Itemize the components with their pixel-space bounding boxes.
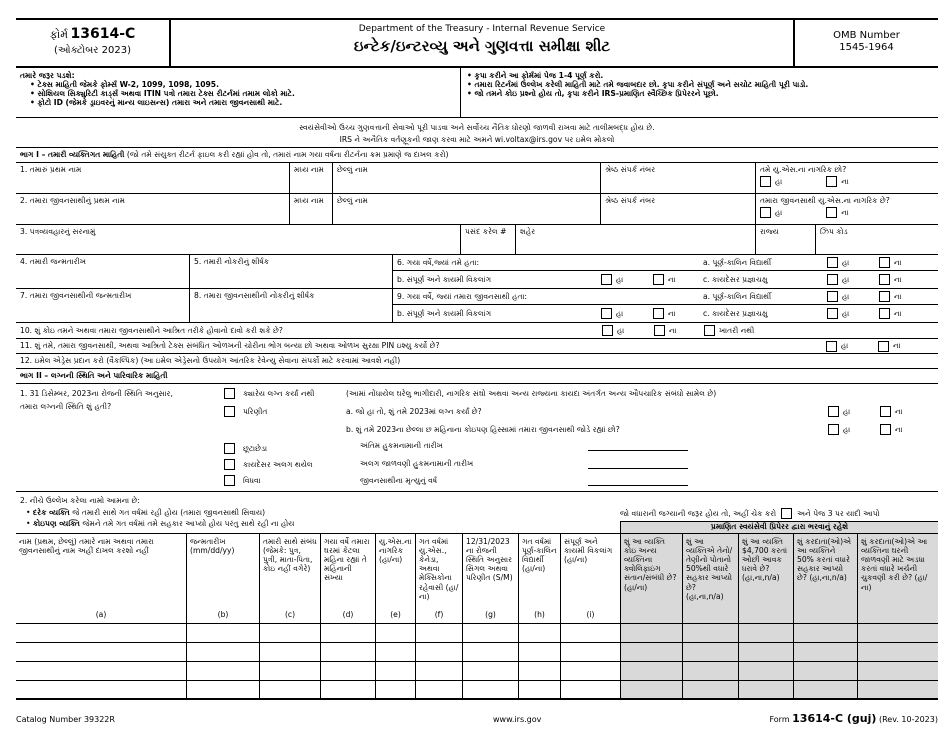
header-text: શું આ વ્યક્તિ કોઇ અન્ય વ્યક્તિના ક્વોલિફાઇંગ સંતાન/સંબંધી છે? (હા/ના)	[624, 537, 677, 592]
q4-label: 4. તમારી જન્મતારીખ	[20, 257, 87, 266]
mi-label: મધ્ય નામ	[294, 165, 324, 174]
q6-label: 6. ગયા વર્ષે,જ્યાં તમે હતા:	[397, 257, 480, 267]
form-title-box	[171, 20, 793, 66]
phone-label: શ્રેષ્ઠ સંપર્ક નંબર	[605, 196, 656, 205]
never-married-checkbox[interactable]	[224, 388, 235, 399]
yes-label: હા	[775, 177, 783, 187]
shaded-section-title: પ્રમાણિત સ્વયંસેવી પ્રિપેરર દ્વારા ભરવાનું રહેશે	[620, 521, 938, 533]
married-2023-yes-checkbox[interactable]	[828, 406, 839, 417]
cell[interactable]	[259, 624, 320, 642]
spouse-dob-field[interactable]	[16, 289, 189, 322]
cell[interactable]	[462, 624, 518, 642]
cell[interactable]	[186, 643, 259, 661]
zip-field[interactable]	[815, 225, 938, 254]
cell[interactable]	[620, 624, 682, 642]
last-name-label: છેલ્લું નામ	[337, 165, 368, 174]
requirements-left	[16, 68, 460, 117]
separated-checkbox[interactable]	[224, 459, 235, 470]
blind-no-checkbox[interactable]	[879, 274, 890, 285]
spouse-phone-field[interactable]	[600, 194, 755, 224]
yes-label: હા	[841, 341, 849, 351]
cell[interactable]	[259, 643, 320, 661]
column-header-months	[320, 534, 375, 623]
no-label: ના	[894, 291, 902, 301]
notice-line1: સ્વયંસેવીઓ ઉચ્ચ ગુણવત્તાની સેવાઓ પૂરી પાડવા અને સર્વોચ્ચ નૈતિક ધોરણો જાળવી રાખવા માટે તાલીમબદ્ધ હોય છે.	[299, 123, 655, 132]
student-label: a. પૂર્ણ-કાલિન વિદ્યાર્થી	[703, 291, 772, 301]
column-header-income	[738, 534, 793, 623]
requirement-item: • ટેક્સ માહિતી જેમકે ફોર્મ્સ W-2, 1099, 1098, 1095.	[30, 80, 456, 89]
dependents-table	[16, 533, 938, 700]
yes-label: હા	[616, 274, 624, 284]
row-q7-q9	[16, 289, 938, 323]
part2-heading	[16, 369, 938, 384]
column-letter: (c)	[284, 609, 296, 619]
married-label: પરિણીત	[243, 406, 268, 416]
cell[interactable]	[518, 643, 560, 661]
cell[interactable]	[560, 643, 620, 661]
column-header-relationship	[259, 534, 320, 623]
requirements-right	[460, 68, 938, 117]
anyone-rest: જેમને તમે ગત વર્ષમાં તમે સહકાર આપ્યો હોય પરંતુ સાથે રહી ના હોય	[82, 519, 295, 528]
cell[interactable]	[320, 681, 375, 698]
no-label: ના	[668, 308, 676, 318]
form-header	[16, 18, 938, 68]
yes-label: હા	[616, 308, 624, 318]
header-text: 12/31/2023 ના રોજની સ્થિતિ અનુસાર સિંગલ અથવા પરિણીત (S/M)	[466, 537, 513, 583]
disabled-label: b. સંપૂર્ણ અને કાયમી વિકલાંગ	[397, 308, 492, 318]
notice-line2: IRS ને અનૈતિક વર્તણૂકની જાણ કરવા માટે અમને wi.voltax@irs.gov પર ઇમેલ મોકલો	[339, 135, 615, 145]
cell[interactable]	[738, 643, 793, 661]
apt-label: પસંદ કરેલ #	[465, 227, 507, 236]
spouse-student-no-checkbox[interactable]	[879, 291, 890, 302]
anyone-label: કોઇપણ વ્યક્તિ	[32, 519, 80, 528]
zip-label: ઝિપ કોડ	[820, 227, 848, 236]
cell[interactable]	[259, 681, 320, 698]
divorced-label: છૂટાછેડા	[243, 443, 268, 453]
yes-label: હા	[842, 257, 850, 267]
column-letter: (e)	[390, 609, 401, 619]
form-prefix: Form	[769, 715, 790, 724]
q12-label: 12. ઇમેલ એડ્રેસ પ્રદાન કરો (વૈકલ્પિક) (આ ઇમેલ એડ્રેસનો ઉપયોગ આંતરિક રેવેન્યુ સેવાના સંપર્કો માટે કરવામાં આવશે નહીં)	[20, 356, 401, 366]
header-text: શું કરદાતા(ઓ)એ આ વ્યક્તિને 50% કરતાં વધારે સહકાર આપ્યો છે? (હા,ના,n/a)	[797, 537, 852, 583]
no-label: ના	[668, 274, 676, 284]
cell[interactable]	[375, 643, 415, 661]
spouse-student-yes-checkbox[interactable]	[827, 291, 838, 302]
cell[interactable]	[415, 643, 462, 661]
yes-label: હા	[842, 291, 850, 301]
cell[interactable]	[462, 681, 518, 698]
mi-label: મધ્ય નામ	[294, 196, 324, 205]
cell[interactable]	[415, 662, 462, 680]
married-b-label: b. શું તમે 2023ના છેલ્લા છ મહિનાના કોઇપણ હિસ્સામાં તમારા જીવનસાથી જોડે રહ્યાં છો?	[346, 425, 620, 434]
citizen-question	[755, 163, 938, 193]
widowed-label: વિધવા	[243, 475, 261, 485]
state-field[interactable]	[755, 225, 815, 254]
header-text: નામ (પ્રથમ, છેલ્લું) તમારે નામ અથવા તમારા જીવનસાથીનું નામ અહીં દાખલ કરશો નહીં	[19, 537, 154, 556]
spouse-citizen-label: તમારા જીવનસાથી યુ.એસ.ના નાગરિક છે?	[760, 196, 890, 205]
lived-with-spouse-no-checkbox[interactable]	[880, 424, 891, 435]
department: Department of the Treasury - Internal Revenue Service	[358, 24, 606, 34]
cell[interactable]	[518, 624, 560, 642]
catalog-number: Catalog Number 39322R	[16, 715, 115, 724]
citizen-yes-checkbox[interactable]	[760, 176, 771, 187]
q8-label: 8. તમારા જીવનસાથીની નોકરીનું શીર્ષક	[194, 291, 315, 300]
cell[interactable]	[682, 643, 738, 661]
column-header-household-cost	[857, 534, 938, 623]
separation-date-label: અલગ જાળવણી હુકમનામાની તારીખ	[360, 459, 474, 468]
form-id-box	[16, 20, 171, 66]
spouse-first-name-field[interactable]	[16, 194, 289, 224]
more-space-b-label: અને પેજ 3 પર યાદી આપો	[797, 508, 880, 518]
cell[interactable]	[462, 643, 518, 661]
instruction-item: • તમારા રિટર્નમાં ઉલ્લેખ કરેલી માહિતી માટે તમે જવાબદાર છો. કૃપા કરીને સંપૂર્ણ અને સચોટ માહિતી પૂરી પાડો.	[467, 80, 934, 89]
header-text: સંપૂર્ણ અને કાયમી વિકલાંગ (હા/ના)	[564, 537, 613, 565]
cell[interactable]	[518, 681, 560, 698]
q6-block	[392, 255, 938, 288]
divorced-checkbox[interactable]	[224, 443, 235, 454]
cell[interactable]	[320, 624, 375, 642]
table-row	[16, 643, 938, 662]
student-no-checkbox[interactable]	[879, 257, 890, 268]
cell[interactable]	[793, 624, 857, 642]
part2-title: ભાગ II – લગ્નની સ્થિતિ અને પારિવારિક માહિતી	[20, 371, 168, 381]
last-name-label: છેલ્લું નામ	[337, 196, 368, 205]
everyone-rest: જે તમારી સાથે ગત વર્ષમાં રહી હોય (તમારા જીવનસાથી સિવાય)	[72, 508, 266, 517]
more-space-label: જો વધારાની જગ્યાની જરૂર હોય તો, અહીં ચેક કરો	[620, 508, 777, 518]
cell[interactable]	[857, 681, 938, 698]
form-number: 13614-C	[70, 26, 136, 42]
cell[interactable]	[462, 662, 518, 680]
cell[interactable]	[16, 624, 186, 642]
divorce-date-label: અંતિમ હુકમનામાની તારીખ	[360, 441, 443, 450]
phone-field[interactable]	[600, 163, 755, 193]
column-header-dob	[186, 534, 259, 623]
spouse-death-year-field[interactable]	[588, 485, 688, 486]
footer-form-number: 13614-C (guj)	[792, 712, 877, 725]
yes-label: હા	[842, 274, 850, 284]
part1-note: (જો તમે સંયુક્ત રીટર્ન ફાઇલ કરી રહ્યાં હોવ તો, તમારાં નામ ગયા વર્ષના રીટર્નના ક્રમ પ્રમાણે જ દાખલ કરો)	[126, 150, 449, 160]
column-letter: (d)	[342, 609, 354, 619]
yes-label: હા	[843, 424, 851, 434]
yes-label: હા	[842, 308, 850, 318]
requirement-item: • સોશિયલ સિક્યુરિટી કાર્ડ્સ અથવા ITIN પત્રો તમારા ટેક્સ રીટર્નમાં તમામ લોકો માટે.	[30, 89, 456, 98]
row-q10	[16, 323, 938, 339]
header-text: યુ.એસ.ના નાગરિક (હા/ના)	[379, 537, 412, 565]
header-text: જન્મતારીખ (mm/dd/yy)	[190, 537, 235, 556]
cell[interactable]	[793, 681, 857, 698]
email-field[interactable]	[16, 354, 938, 369]
cell[interactable]	[375, 624, 415, 642]
spouse-death-year-label: જીવનસાથીના મૃત્યુનું વર્ષ	[360, 476, 438, 485]
footer-form-id	[769, 712, 938, 725]
header-text: ગત વર્ષમાં પૂર્ણ-કાલિન વિદ્યાર્થી (હા/ના)	[522, 537, 557, 574]
household-intro: 2. નીચે ઉલ્લેખ કરેલા નામો આમના છે: • દરેક વ્યક્તિ જે તમારી સાથે ગત વર્ષમાં રહી હોય (તમારા જીવનસાથી સિવાય) • કોઇપણ વ્યક્તિ જેમને તમે ગત વર્ષમાં તમે સહકાર આપ્યો હોય પરંતુ સાથે રહી ના હોય જો વધારાની જગ્યાની જરૂર હોય તો, અહીં ચેક કરો અને પેજ 3 પર યાદી આપો પ્રમાણિત સ્વયંસેવી પ્રિપેરર દ્વારા ભરવાનું રહેશે	[16, 492, 938, 533]
form-footer	[16, 712, 938, 725]
footer-revision: (Rev. 10-2023)	[878, 715, 938, 724]
instructions-list	[465, 71, 934, 98]
q9-label: 9. ગયા વર્ષે, જ્યાં તમારા જીવનસાથી હતા:	[397, 291, 527, 301]
requirements-list	[20, 80, 456, 107]
website-link[interactable]: www.irs.gov	[493, 715, 542, 724]
blind-label: c. કાયદેસર પ્રજ્ઞાચક્ષુ	[703, 274, 768, 284]
cell[interactable]	[682, 662, 738, 680]
yes-label: હા	[775, 208, 783, 218]
requirements-heading: તમારે જરૂર પડશે:	[20, 71, 75, 80]
row-q3	[16, 225, 938, 255]
q10-label: 10. શું કોઇ તમને અથવા તમારા જીવનસાથીને આશ્રિત તરીકે હોવાનો દાવો કરી શકે છે?	[20, 325, 283, 335]
marital-question	[20, 389, 173, 411]
instruction-item: • જો તમને કોઇ પ્રશ્નો હોય તો, કૃપા કરીને IRS-પ્રમાણિત સ્વૈચ્છિક પ્રિપેરરને પૂછો.	[467, 89, 934, 98]
dob-field[interactable]	[16, 255, 189, 288]
disabled-no-checkbox[interactable]	[653, 274, 664, 285]
column-header-disabled	[560, 534, 620, 623]
household-q2-label: 2. નીચે ઉલ્લેખ કરેલા નામો આમના છે:	[20, 496, 140, 505]
divorce-date-field[interactable]	[588, 450, 688, 451]
column-header-name	[16, 534, 186, 623]
no-label: ના	[669, 325, 677, 335]
blind-yes-checkbox[interactable]	[827, 274, 838, 285]
header-text: શું આ વ્યક્તિએ તેનો/તેણીનો પોતાનો 50%થી વધારે સહકાર આપ્યો છે? (હા,ના,n/a)	[686, 537, 733, 601]
cell[interactable]	[186, 624, 259, 642]
cell[interactable]	[682, 624, 738, 642]
phone-label: શ્રેષ્ઠ સંપર્ક નંબર	[605, 165, 656, 174]
no-label: ના	[894, 308, 902, 318]
no-label: ના	[841, 177, 849, 187]
table-row	[16, 681, 938, 700]
column-header-student	[518, 534, 560, 623]
cell[interactable]	[415, 624, 462, 642]
part1-title: ભાગ I – તમારી વ્યક્તિગત માહિતી	[20, 150, 125, 160]
last-name-field[interactable]	[332, 163, 600, 193]
cell[interactable]	[857, 662, 938, 680]
column-letter: (g)	[485, 609, 496, 619]
requirement-item: • ફોટો ID (જેમકે ડ્રાઇવરનું માન્ય લાઇસન્સ) તમારા અને તમારા જીવનસાથી માટે.	[30, 98, 456, 107]
requirements-section	[16, 68, 938, 118]
spouse-citizen-yes-checkbox[interactable]	[760, 207, 771, 218]
citizen-no-checkbox[interactable]	[826, 176, 837, 187]
city-field[interactable]	[515, 225, 755, 254]
cell[interactable]	[415, 681, 462, 698]
cell[interactable]	[738, 662, 793, 680]
everyone-label: દરેક વ્યક્તિ	[32, 508, 70, 517]
cell[interactable]	[186, 681, 259, 698]
more-space-checkbox[interactable]	[781, 508, 792, 519]
no-label: ના	[895, 424, 903, 434]
row-q4-q6	[16, 255, 938, 289]
identity-theft-no-checkbox[interactable]	[878, 341, 889, 352]
student-yes-checkbox[interactable]	[827, 257, 838, 268]
no-label: ના	[894, 257, 902, 267]
yes-label: હા	[843, 406, 851, 416]
cell[interactable]	[793, 643, 857, 661]
cell[interactable]	[16, 662, 186, 680]
lived-with-spouse-yes-checkbox[interactable]	[828, 424, 839, 435]
never-married-note: (આમાં નોંધાયેલ ઘરેલુ ભાગીદારી, નાગરિક સંઘો અથવા અન્ય રાજ્યના કાયદા અંતર્ગત અન્ય ઔપચારિક સંબંધો સામેલ છે)	[346, 389, 717, 398]
header-text: ગત વર્ષમાં યુ.એસ., કેનેડા, અથવા મેક્સિકોના રહેવાસી (હા/ના)	[419, 537, 459, 601]
row-q11	[16, 339, 938, 354]
column-letter: (i)	[586, 609, 595, 619]
marital-q1b-label: તમારા લગ્નની સ્થિતિ શું હતી?	[20, 402, 112, 412]
omb-number: 1545-1964	[839, 42, 894, 53]
cell[interactable]	[16, 643, 186, 661]
disabled-yes-checkbox[interactable]	[601, 274, 612, 285]
spouse-disabled-no-checkbox[interactable]	[653, 308, 664, 319]
column-header-marital	[462, 534, 518, 623]
cell[interactable]	[375, 681, 415, 698]
table-row	[16, 624, 938, 643]
no-label: ના	[895, 406, 903, 416]
cell[interactable]	[560, 681, 620, 698]
cell[interactable]	[375, 662, 415, 680]
dependent-no-checkbox[interactable]	[654, 325, 665, 336]
job-title-field[interactable]	[189, 255, 392, 288]
cell[interactable]	[620, 662, 682, 680]
cell[interactable]	[320, 662, 375, 680]
dependent-yes-checkbox[interactable]	[602, 325, 613, 336]
blind-label: c. કાયદેસર પ્રજ્ઞાચક્ષુ	[703, 308, 768, 318]
citizen-label: તમે યુ.એસ.ના નાગરિક છો?	[760, 165, 847, 174]
column-header-resident	[415, 534, 462, 623]
form-date: (ઓક્ટોબર 2023)	[54, 44, 131, 56]
column-header-support	[793, 534, 857, 623]
column-header-citizen	[375, 534, 415, 623]
cell[interactable]	[857, 643, 938, 661]
column-letter: (h)	[534, 609, 545, 619]
married-a-label: a. જો હા તો, શું તમે 2023માં લગ્ન કર્યાં છે?	[346, 407, 482, 416]
q3-label: 3. પત્રવ્યવહારનું સરનામું	[20, 227, 96, 236]
omb-box	[793, 20, 938, 66]
identity-theft-yes-checkbox[interactable]	[826, 341, 837, 352]
no-label: ના	[893, 341, 901, 351]
spouse-job-title-field[interactable]	[189, 289, 392, 322]
column-header-qualifying	[620, 534, 682, 623]
column-header-self-support	[682, 534, 738, 623]
state-label: રાજ્ય	[760, 227, 779, 236]
separated-label: કાયદેસર અલગ થયેલ	[243, 459, 313, 469]
unsure-label: ખાતરી નથી	[719, 325, 755, 335]
apt-field[interactable]	[460, 225, 515, 254]
page-title: ઇન્ટેક/ઇન્ટરવ્યુ અને ગુણવત્તા સમીક્ષા શીટ	[353, 36, 611, 55]
cell[interactable]	[518, 662, 560, 680]
cell[interactable]	[320, 643, 375, 661]
cell[interactable]	[620, 643, 682, 661]
q11-label: 11. શું તમે, તમારા જીવનસાથી, અથવા આશ્રિતો ટેક્સ સંબંધિત ઓળખની ચોરીના ભોગ બન્યા છો અથવા ઓળખ સુરક્ષા PIN ઇશ્યુ કર્યો છે?	[20, 341, 440, 351]
cell[interactable]	[259, 662, 320, 680]
cell[interactable]	[738, 624, 793, 642]
row-q1	[16, 163, 938, 194]
column-letter: (f)	[434, 609, 444, 619]
column-letter: (a)	[95, 609, 107, 619]
form-page	[16, 18, 938, 725]
header-text: શું આ વ્યક્તિ $4,700 કરતાં ઓછી આવક ધરાવે છે? (હા,ના,n/a)	[742, 537, 788, 583]
city-label: શહેર	[520, 227, 536, 236]
spouse-blind-no-checkbox[interactable]	[879, 308, 890, 319]
part1-heading	[16, 148, 938, 163]
marital-q1-label: 1. 31 ડિસેમ્બર, 2023ના રોજની સ્થિતિ અનુસાર,	[20, 389, 173, 398]
spouse-middle-initial-field[interactable]	[289, 194, 332, 224]
header-text: શું કરદાતા(ઓ)એ આ વ્યક્તિના ઘરની જાળવણી માટે અડધા કરતાં વધારે ખર્ચની ચુકવણી કરી છે? (હા/ના)	[861, 537, 928, 592]
row-q2	[16, 194, 938, 225]
cell[interactable]	[738, 681, 793, 698]
middle-initial-field[interactable]	[289, 163, 332, 193]
spouse-blind-yes-checkbox[interactable]	[827, 308, 838, 319]
no-label: ના	[841, 208, 849, 218]
marital-status-section	[16, 384, 938, 492]
cell[interactable]	[16, 681, 186, 698]
never-married-label: ક્યારેય લગ્ન કર્યાં નથી	[243, 388, 315, 398]
no-label: ના	[894, 274, 902, 284]
cell[interactable]	[186, 662, 259, 680]
header-text: તમારી સાથે સંબંધ (જેમકે: પુત્ર, પુત્રી, માતા-પિતા, કોઇ નહીં વગેરે)	[263, 537, 317, 574]
q7-label: 7. તમારા જીવનસાથીની જન્મતારીખ	[20, 291, 132, 300]
table-row	[16, 662, 938, 681]
instruction-item: • કૃપા કરીને આ ફોર્મમાં પેજ 1-4 પૂર્ણ કરો.	[467, 71, 934, 80]
q1-label: 1. તમારું પ્રથમ નામ	[20, 165, 82, 174]
widowed-checkbox[interactable]	[224, 475, 235, 486]
married-2023-no-checkbox[interactable]	[880, 406, 891, 417]
cell[interactable]	[560, 624, 620, 642]
yes-label: હા	[617, 325, 625, 335]
separation-date-field[interactable]	[588, 468, 688, 469]
q2-label: 2. તમારા જીવનસાથીનું પ્રથમ નામ	[20, 196, 125, 205]
q5-label: 5. તમારી નોકરીનું શીર્ષક	[194, 257, 270, 266]
form-label: ફોર્મ	[49, 28, 69, 41]
spouse-last-name-field[interactable]	[332, 194, 600, 224]
ethics-notice	[16, 118, 938, 148]
table-header	[16, 534, 938, 624]
cell[interactable]	[857, 624, 938, 642]
first-name-field[interactable]	[16, 163, 289, 193]
spouse-citizen-no-checkbox[interactable]	[826, 207, 837, 218]
cell[interactable]	[793, 662, 857, 680]
married-checkbox[interactable]	[224, 406, 235, 417]
spouse-disabled-yes-checkbox[interactable]	[601, 308, 612, 319]
cell[interactable]	[620, 681, 682, 698]
dependent-unsure-checkbox[interactable]	[704, 325, 715, 336]
cell[interactable]	[682, 681, 738, 698]
spouse-citizen-question	[755, 194, 938, 224]
q9-block	[392, 289, 938, 322]
omb-label: OMB Number	[833, 30, 900, 41]
cell[interactable]	[560, 662, 620, 680]
student-label: a. પૂર્ણ-કાલિન વિદ્યાર્થી	[703, 257, 772, 267]
address-field[interactable]	[16, 225, 460, 254]
header-text: ગયા વર્ષે તમારા ઘરમાં કેટલા મહિના રહ્યાં તે મહિનાની સંખ્યા	[324, 537, 370, 583]
disabled-label: b. સંપૂર્ણ અને કાયમી વિકલાંગ	[397, 274, 492, 284]
column-letter: (b)	[217, 609, 229, 619]
